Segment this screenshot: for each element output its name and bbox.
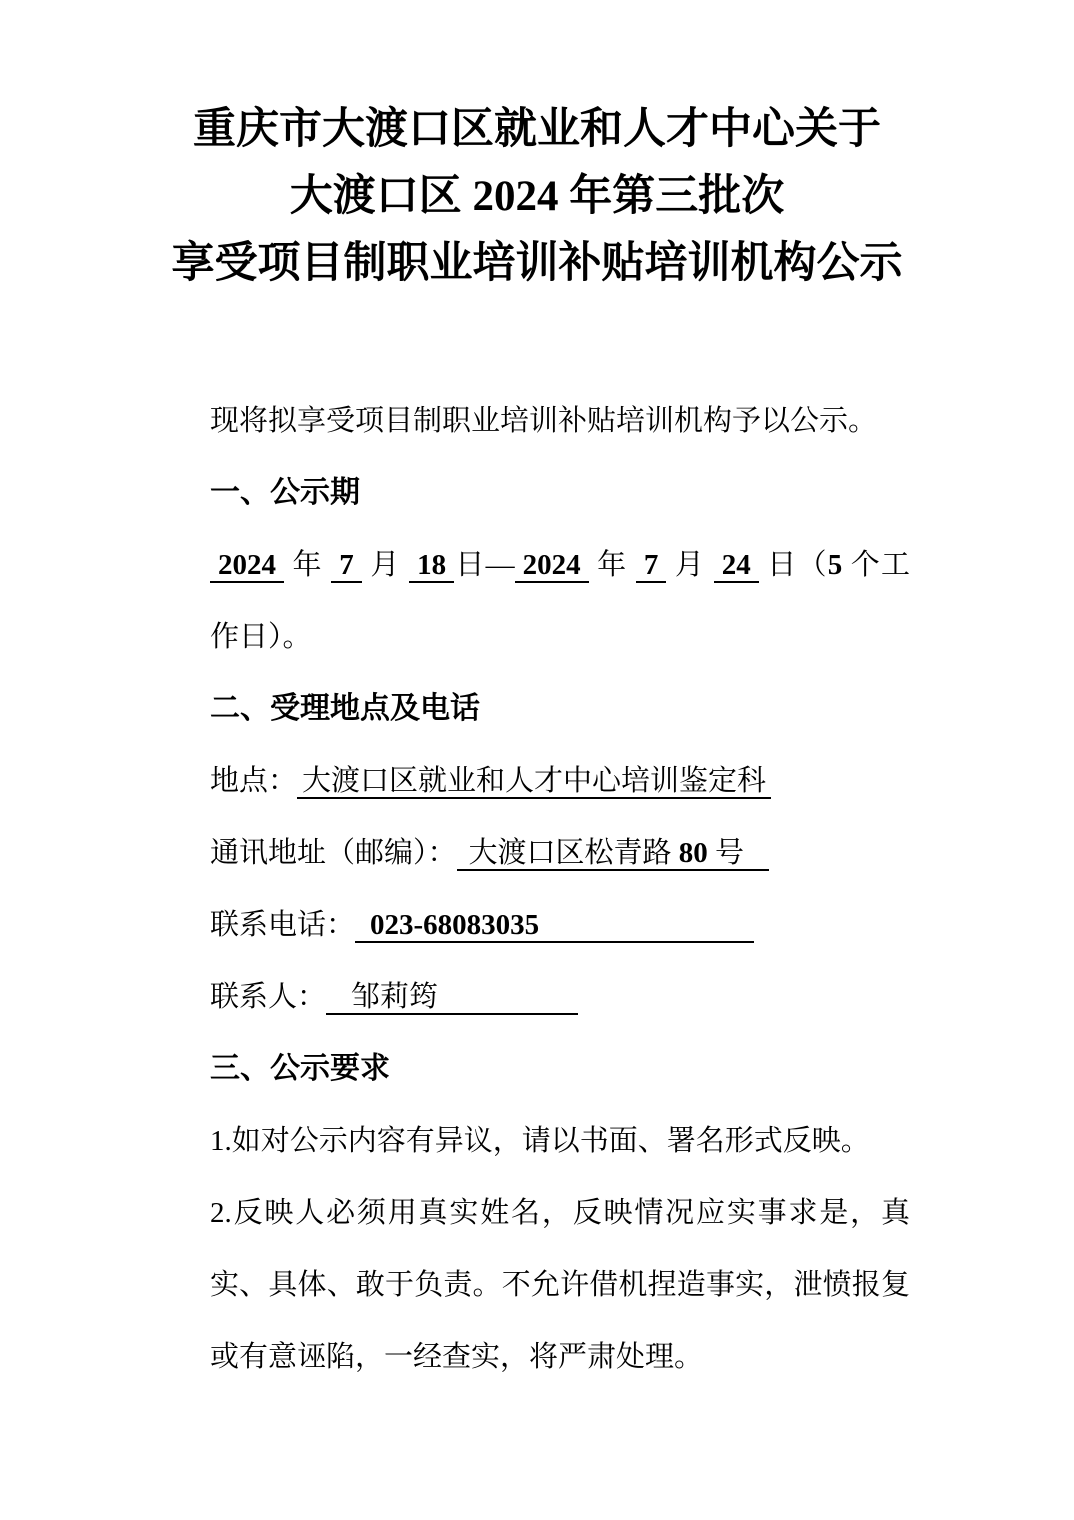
address-value	[457, 837, 770, 871]
heading-location-phone: 二、受理地点及电话	[210, 692, 480, 725]
period-month-label-2: 月	[674, 549, 706, 581]
phone-value: 023-68083035	[355, 909, 754, 943]
period-year-label-1: 年	[292, 549, 323, 581]
period-day-open-paren: 日（	[767, 549, 828, 581]
location-line	[210, 745, 910, 817]
address-value-suffix: 号	[715, 837, 745, 869]
period-year-label-2: 年	[597, 549, 628, 581]
period-end-year: 2024	[515, 549, 589, 583]
period-start-month: 7	[331, 549, 362, 583]
requirement-item-1: 1.如对公示内容有异议，请以书面、署名形式反映。	[210, 1125, 870, 1157]
location-label: 地点：	[210, 765, 298, 797]
address-line	[210, 817, 910, 889]
contact-value: 邹莉筠	[326, 981, 578, 1015]
title-line-1: 重庆市大渡口区就业和人才中心关于	[193, 106, 881, 153]
period-month-label-1: 月	[370, 549, 401, 581]
period-end-day: 24	[714, 549, 759, 583]
publicity-period-line	[210, 529, 910, 673]
period-end-month: 7	[636, 549, 667, 583]
period-day-dash: 日—	[454, 549, 515, 581]
address-value-number: 80	[678, 837, 708, 869]
period-work-days: 5	[827, 549, 843, 581]
requirement-item-2: 2.反映人必须用真实姓名，反映情况应实事求是，真实、具体、敢于负责。不允许借机捏造事实，泄愤报复或有意诬陷，一经查实，将严肃处理。	[210, 1197, 910, 1373]
phone-label: 联系电话：	[210, 909, 356, 941]
phone-line	[210, 889, 910, 961]
address-label: 通讯地址（邮编）：	[210, 837, 457, 869]
heading-publicity-requirements: 三、公示要求	[210, 1052, 390, 1085]
intro-paragraph: 现将拟享受项目制职业培训补贴培训机构予以公示。	[210, 405, 878, 437]
location-value: 大渡口区就业和人才中心培训鉴定科	[297, 765, 771, 799]
title-line-2: 大渡口区 2024 年第三批次	[289, 173, 785, 220]
title-line-3: 享受项目制职业培训补贴培训机构公示	[171, 240, 903, 287]
period-start-day: 18	[409, 549, 454, 583]
contact-label: 联系人：	[210, 981, 327, 1013]
period-work-days-suffix: 个工作日）。	[210, 549, 911, 653]
period-start-year: 2024	[210, 549, 284, 583]
document-body	[0, 385, 910, 1393]
address-value-prefix: 大渡口区松青路	[468, 837, 672, 869]
document-title	[0, 96, 1074, 297]
heading-publicity-period: 一、公示期	[210, 476, 360, 509]
contact-line	[210, 961, 910, 1033]
